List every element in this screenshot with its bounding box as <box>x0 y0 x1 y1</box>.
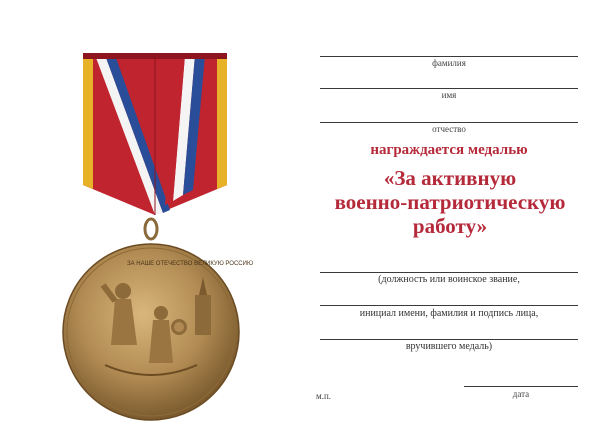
name-line <box>320 88 578 89</box>
surname-caption: фамилия <box>432 58 466 68</box>
date-caption: дата <box>512 389 530 399</box>
signer-caption-1: (должность или воинское звание, <box>378 274 520 285</box>
patronymic-caption: отчество <box>432 124 466 134</box>
medal-disc <box>61 241 241 421</box>
awarded-line: награждается медалью <box>370 142 528 158</box>
date-line <box>464 386 578 387</box>
name-caption: имя <box>441 90 457 100</box>
signer-line-2 <box>320 305 578 306</box>
medal-ribbon <box>83 53 227 215</box>
medal-title-line-2: военно-патриотическую <box>334 190 566 214</box>
signer-caption-2: инициал имени, фамилия и подпись лица, <box>359 308 539 319</box>
medal-ring <box>145 219 157 239</box>
medal-illustration <box>75 45 253 425</box>
signer-line-1 <box>320 272 578 273</box>
seal-label: м.п. <box>316 391 332 401</box>
medal-title-line-3: работу» <box>412 214 488 238</box>
signer-line-3 <box>320 339 578 340</box>
medal-title-line-1: «За активную <box>383 166 517 190</box>
medal-inscription: ЗА НАШЕ ОТЕЧЕСТВО ВЕЛИКУЮ РОССИЮ <box>127 261 253 267</box>
signer-caption-3: вручившего медаль) <box>405 341 493 352</box>
surname-line <box>320 56 578 57</box>
patronymic-line <box>320 122 578 123</box>
